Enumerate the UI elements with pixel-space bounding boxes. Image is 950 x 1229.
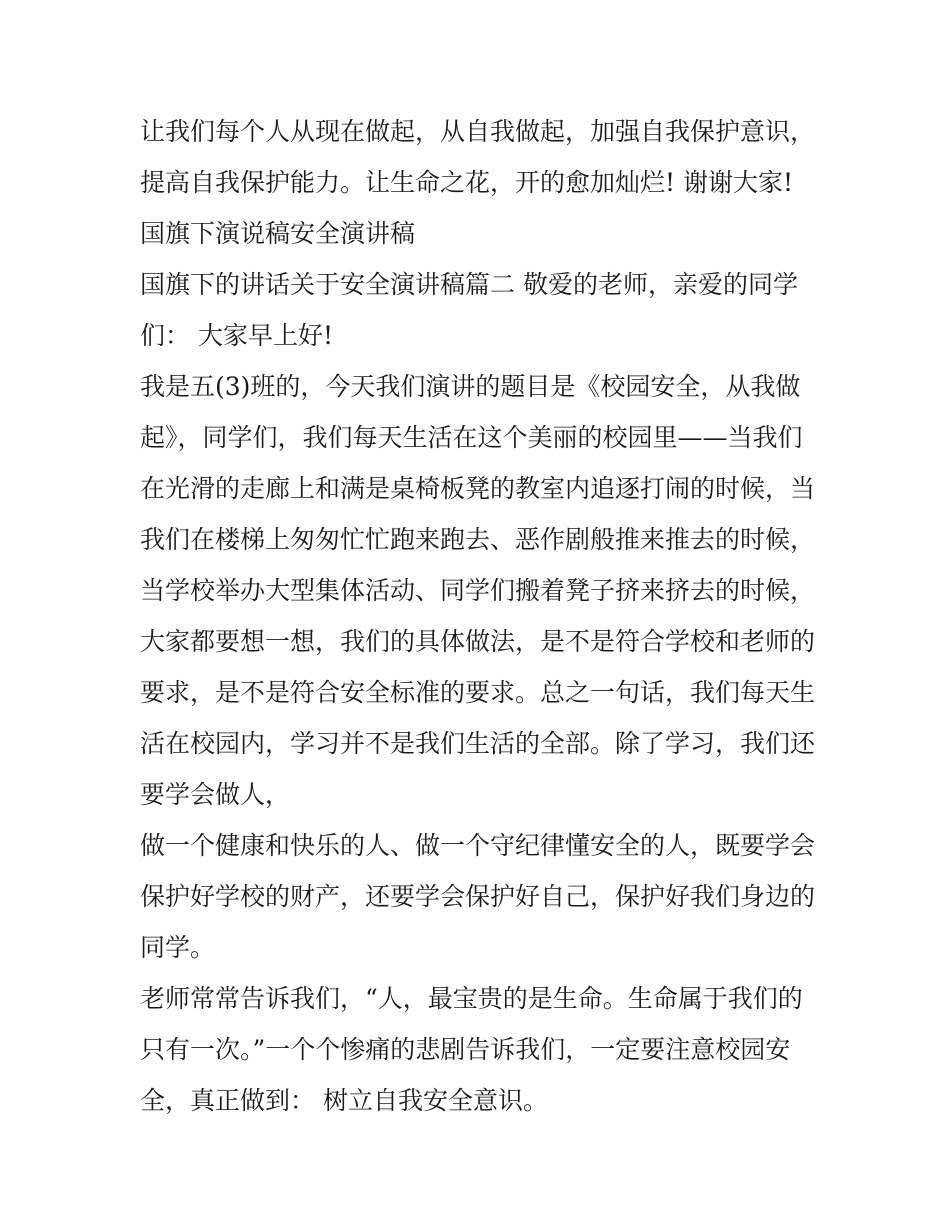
text-line: 们： 大家早上好! [140,321,333,350]
text-line: 国旗下的讲话关于安全演讲稿篇二 敬爱的老师，亲爱的同学 [140,270,798,299]
text-line: 全，真正做到： 树立自我安全意识。 [140,1086,548,1115]
text-line: 做一个健康和快乐的人、做一个守纪律懂安全的人，既要学会 [140,831,816,860]
text-line: 起》，同学们，我们每天生活在这个美丽的校园里——当我们 [140,423,803,452]
text-line: 要学会做人， [140,780,291,809]
text-line: 大家都要想一想，我们的具体做法，是不是符合学校和老师的 [140,627,816,656]
document-body [140,106,820,1126]
text-line: 活在校园内，学习并不是我们生活的全部。除了学习，我们还 [140,729,816,758]
text-line: 我是五(3)班的，今天我们演讲的题目是《校园安全，从我做 [140,372,801,401]
text-line: 只有一次。”一个个惨痛的悲剧告诉我们，一定要注意校园安 [140,1035,791,1064]
text-line: 我们在楼梯上匆匆忙忙跑来跑去、恶作剧般推来推去的时候， [140,525,816,554]
section-title: 国旗下演说稿安全演讲稿 [140,219,416,248]
text-line: 要求，是不是符合安全标准的要求。总之一句话，我们每天生 [140,678,816,707]
text-line: 老师常常告诉我们，“人，最宝贵的是生命。生命属于我们的 [140,984,803,1013]
text-line: 在光滑的走廊上和满是桌椅板凳的教室内追逐打闹的时候，当 [140,474,816,503]
text-line: 当学校举办大型集体活动、同学们搬着凳子挤来挤去的时候， [140,576,816,605]
text-line: 同学。 [140,933,216,962]
text-line: 保护好学校的财产，还要学会保护好自己，保护好我们身边的 [140,882,816,911]
text-line: 提高自我保护能力。让生命之花，开的愈加灿烂! 谢谢大家! [140,168,794,197]
text-line: 让我们每个人从现在做起，从自我做起，加强自我保护意识， [140,117,816,146]
